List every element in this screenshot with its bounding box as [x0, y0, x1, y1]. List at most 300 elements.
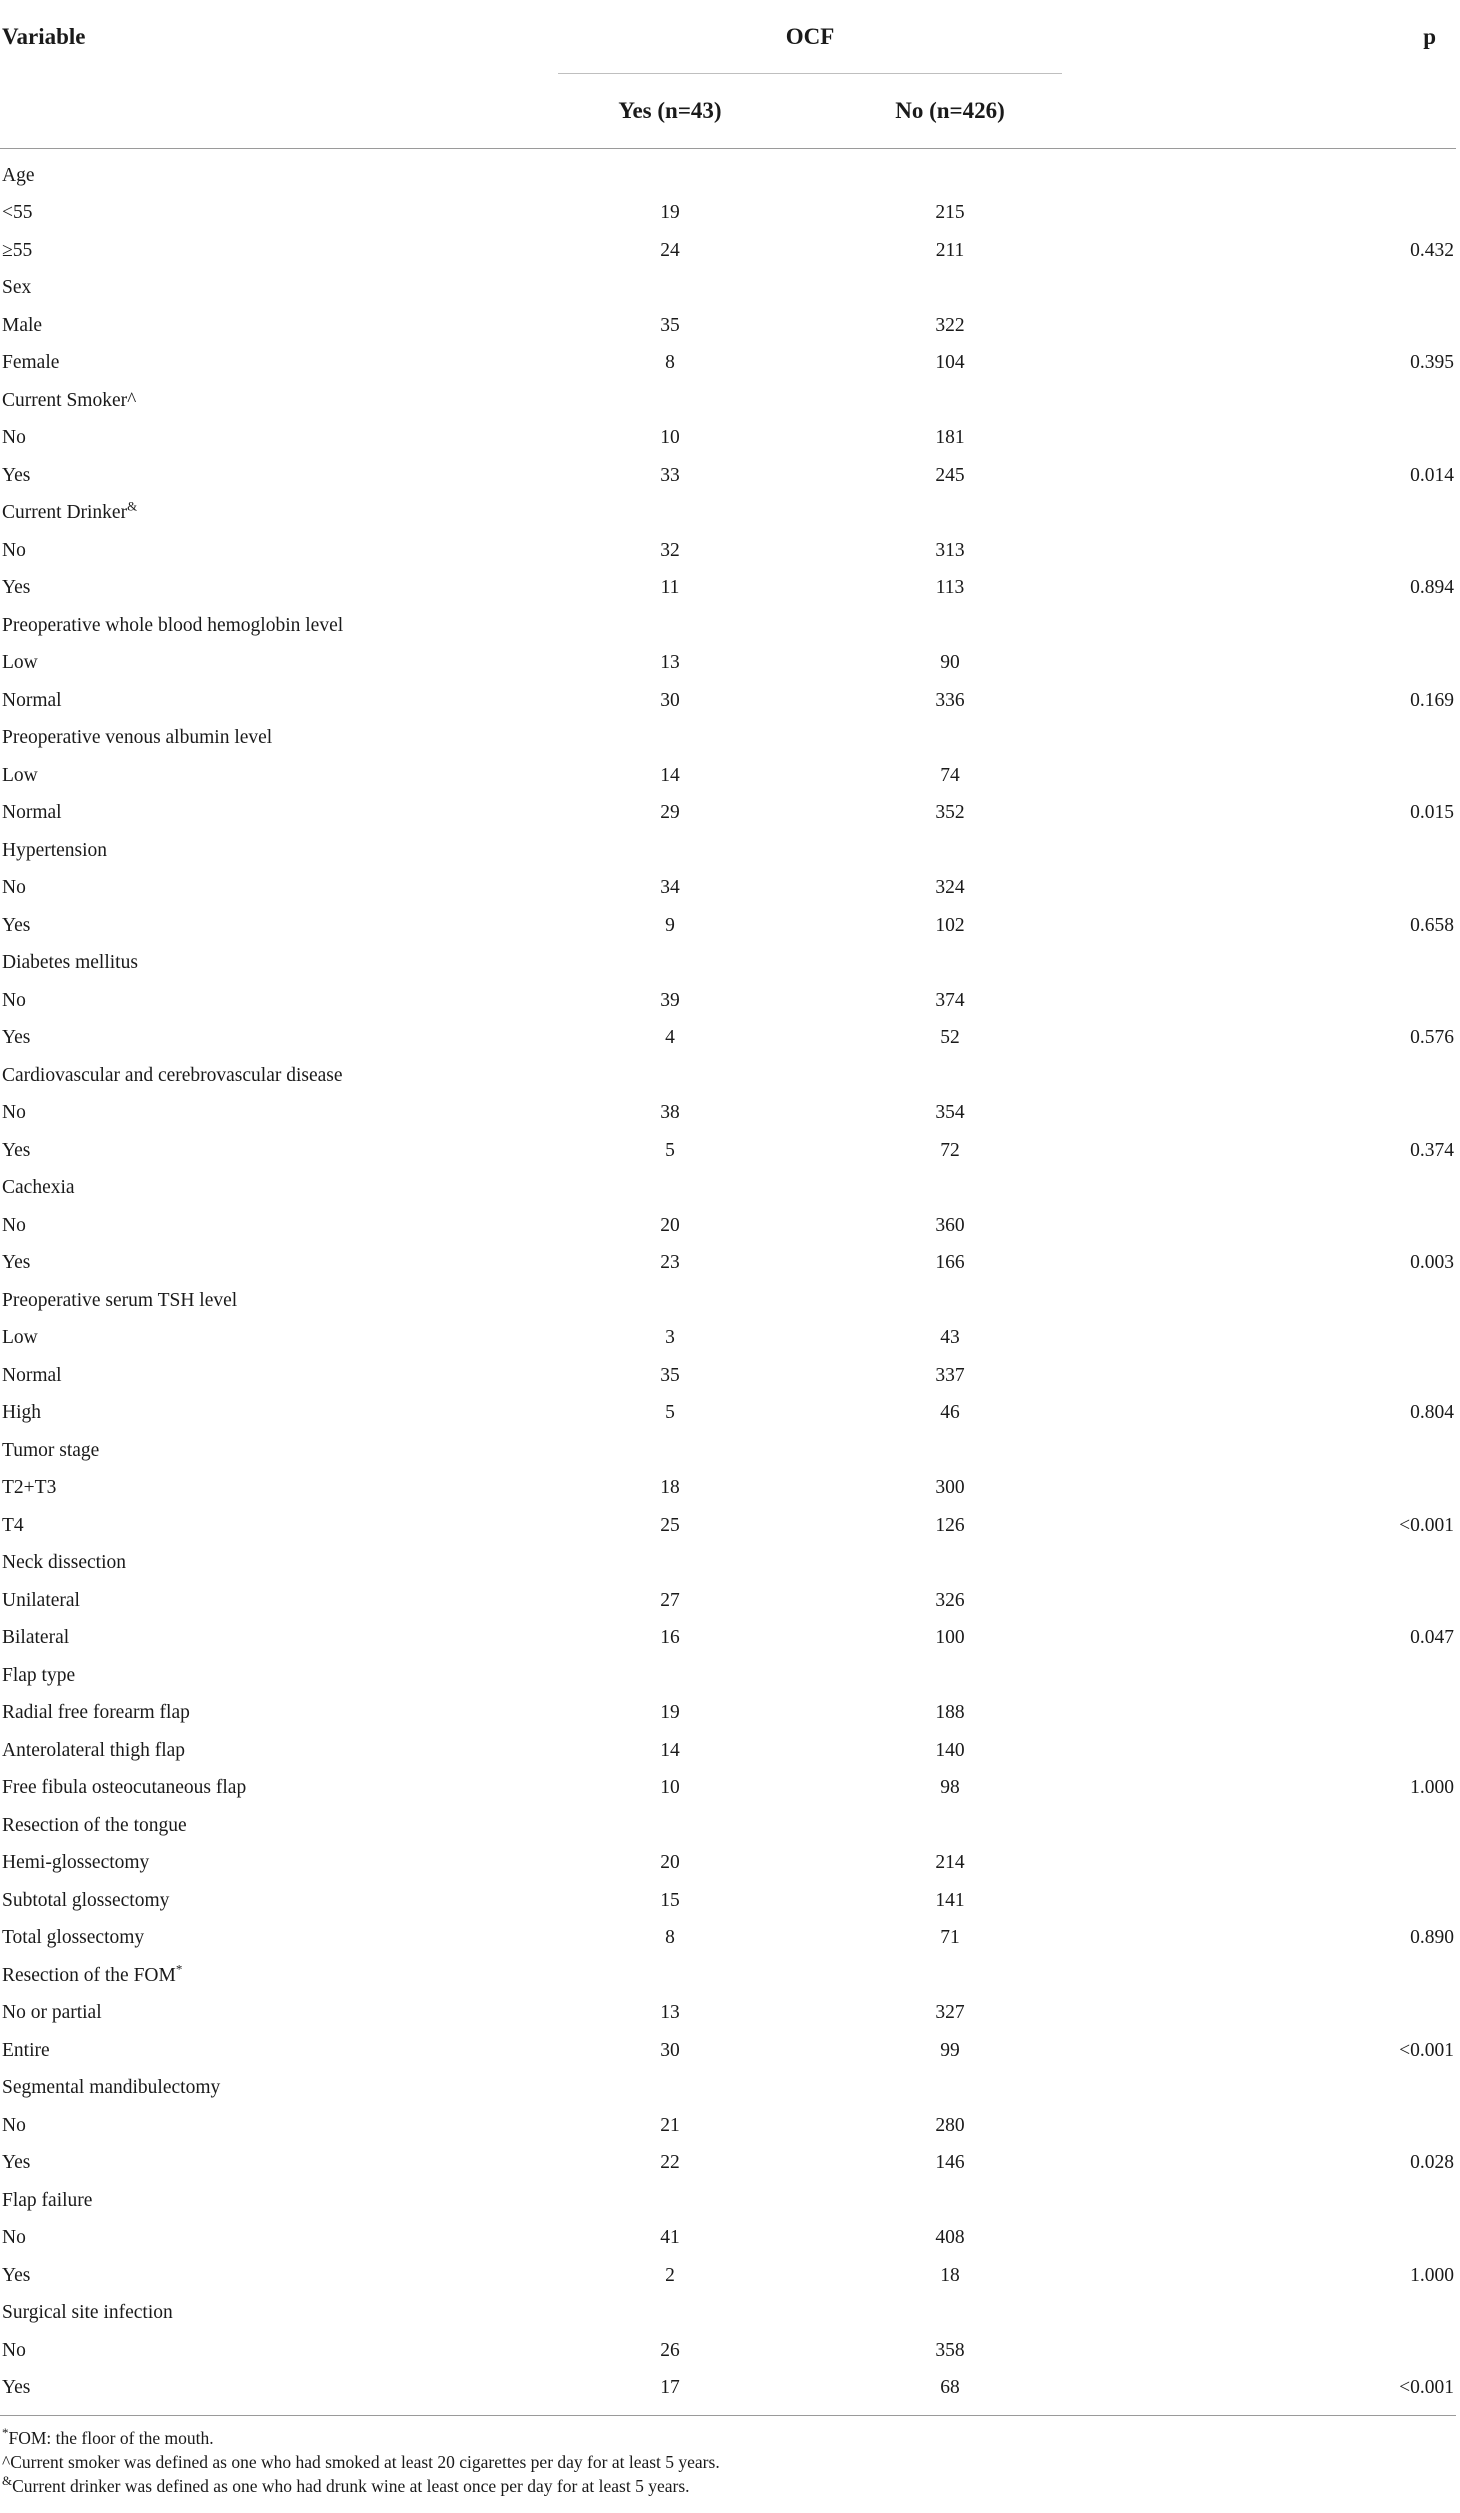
- no-count-cell: 214: [935, 1852, 965, 1874]
- row-label: Anterolateral thigh flap: [2, 1739, 186, 1761]
- no-count-cell: 322: [935, 314, 965, 336]
- footnote-text: ^Current smoker was defined as one who had smoked at least 20 cigarettes per day for at least 5 years.: [2, 2452, 720, 2472]
- p-value-cell: <0.001: [1399, 2377, 1454, 2399]
- row-label-cell: [0, 1695, 530, 1733]
- row-label: Segmental mandibulectomy: [2, 2077, 221, 2099]
- no-count-cell: 324: [935, 877, 965, 899]
- row-label-cell: [0, 532, 530, 570]
- no-count-cell: [810, 1282, 1090, 1320]
- row-label: Yes: [2, 2377, 31, 2399]
- row-label: Preoperative venous albumin level: [2, 727, 273, 749]
- no-count-cell: [810, 1657, 1090, 1695]
- p-value-cell: [1090, 1432, 1456, 1470]
- no-count-cell: 215: [935, 202, 965, 224]
- row-label-cell: [0, 945, 530, 983]
- p-value-cell: [1090, 149, 1456, 195]
- table-row: [0, 2295, 1456, 2333]
- table-row: [0, 1282, 1456, 1320]
- yes-count-cell: [530, 495, 810, 533]
- table-row: [0, 832, 1456, 870]
- table-row: [0, 232, 1456, 270]
- p-value-cell: [1090, 382, 1456, 420]
- table-row: [0, 1095, 1456, 1133]
- p-value-cell: [1090, 2107, 1456, 2145]
- table-row: [0, 2032, 1456, 2070]
- no-count-cell: 98: [940, 1777, 960, 1799]
- p-value-cell: [1090, 645, 1456, 683]
- p-value-cell: [1090, 1057, 1456, 1095]
- row-label: <55: [2, 202, 33, 224]
- yes-count-cell: 14: [660, 764, 680, 786]
- no-count-cell: [810, 607, 1090, 645]
- no-count-cell: [810, 1170, 1090, 1208]
- no-count-cell: 166: [935, 1252, 965, 1274]
- table-row: [0, 2070, 1456, 2108]
- p-subheader-blank: [1090, 74, 1456, 149]
- p-value-cell: [1090, 1582, 1456, 1620]
- table-row: [0, 1807, 1456, 1845]
- table-row: [0, 270, 1456, 308]
- table-row: [0, 1320, 1456, 1358]
- p-value-cell: 1.000: [1410, 2264, 1454, 2286]
- table-row: [0, 1657, 1456, 1695]
- no-count-cell: 140: [935, 1739, 965, 1761]
- table-row: [0, 720, 1456, 758]
- no-count-cell: 99: [940, 2039, 960, 2061]
- yes-count-cell: 19: [660, 202, 680, 224]
- no-count-cell: [810, 1432, 1090, 1470]
- row-label: Low: [2, 764, 38, 786]
- yes-count-cell: 39: [660, 989, 680, 1011]
- no-count-cell: 360: [935, 1214, 965, 1236]
- p-value-cell: 0.047: [1410, 1627, 1454, 1649]
- no-count-cell: 113: [935, 577, 965, 599]
- yes-count-cell: 2: [665, 2264, 675, 2286]
- yes-count-cell: 10: [660, 1777, 680, 1799]
- yes-count-cell: 30: [660, 2039, 680, 2061]
- yes-count-cell: 11: [660, 577, 680, 599]
- row-label-cell: [0, 1395, 530, 1433]
- p-value-cell: [1090, 1207, 1456, 1245]
- yes-count-cell: 13: [660, 652, 680, 674]
- no-count-cell: 46: [940, 1402, 960, 1424]
- row-label-cell: [0, 1582, 530, 1620]
- yes-count-cell: 27: [660, 1589, 680, 1611]
- p-value-cell: [1090, 1470, 1456, 1508]
- no-count-cell: 354: [935, 1102, 965, 1124]
- no-count-cell: 74: [940, 764, 960, 786]
- p-value-cell: [1090, 982, 1456, 1020]
- yes-count-cell: 35: [660, 1364, 680, 1386]
- row-label-cell: [0, 1432, 530, 1470]
- p-value-cell: [1090, 1845, 1456, 1883]
- no-count-cell: [810, 2070, 1090, 2108]
- yes-count-cell: 30: [660, 689, 680, 711]
- yes-count-cell: 5: [665, 1139, 675, 1161]
- row-label: Flap type: [2, 1664, 76, 1686]
- no-count-cell: 326: [935, 1589, 965, 1611]
- yes-column-header: Yes (n=43): [530, 74, 810, 149]
- p-value-cell: [1090, 1282, 1456, 1320]
- p-value-cell: [1090, 1357, 1456, 1395]
- row-label: Low: [2, 1327, 38, 1349]
- yes-count-cell: [530, 1807, 810, 1845]
- row-label-cell: [0, 870, 530, 908]
- p-value-cell: 0.003: [1410, 1252, 1454, 1274]
- row-label: Total glossectomy: [2, 1927, 145, 1949]
- ocf-header: [530, 0, 1090, 74]
- footnote-marker: &: [127, 498, 138, 514]
- p-value-cell: [1090, 720, 1456, 758]
- row-label: No: [2, 539, 26, 561]
- no-count-cell: 18: [940, 2264, 960, 2286]
- table-row: [0, 1207, 1456, 1245]
- yes-count-cell: [530, 832, 810, 870]
- no-count-cell: 90: [940, 652, 960, 674]
- table-body: [0, 149, 1456, 2416]
- no-count-cell: 100: [935, 1627, 965, 1649]
- row-label: Yes: [2, 1252, 31, 1274]
- row-label: Radial free forearm flap: [2, 1702, 190, 1724]
- row-label: Hemi-glossectomy: [2, 1852, 150, 1874]
- p-value-cell: 1.000: [1410, 1777, 1454, 1799]
- row-label: Yes: [2, 577, 31, 599]
- row-label: Tumor stage: [2, 1439, 100, 1461]
- no-count-cell: [810, 270, 1090, 308]
- yes-count-cell: 34: [660, 877, 680, 899]
- row-label-cell: [0, 2370, 530, 2416]
- table-row: [0, 345, 1456, 383]
- yes-count-cell: [530, 720, 810, 758]
- p-value-cell: [1090, 1657, 1456, 1695]
- p-value-cell: [1090, 420, 1456, 458]
- row-label-cell: [0, 2220, 530, 2258]
- yes-count-cell: [530, 149, 810, 195]
- table-row: [0, 1695, 1456, 1733]
- row-label: Yes: [2, 2152, 31, 2174]
- row-label-cell: [0, 982, 530, 1020]
- yes-count-cell: 20: [660, 1852, 680, 1874]
- row-label: Yes: [2, 2264, 31, 2286]
- row-label: No: [2, 427, 26, 449]
- no-count-cell: [810, 1957, 1090, 1995]
- footnote-symbol: &: [2, 2473, 13, 2489]
- yes-count-cell: 25: [660, 1514, 680, 1536]
- p-value-cell: [1090, 1095, 1456, 1133]
- row-label-cell: [0, 2070, 530, 2108]
- p-value-cell: [1090, 1995, 1456, 2033]
- p-value-cell: [1090, 270, 1456, 308]
- row-label-cell: [0, 832, 530, 870]
- table-row: [0, 795, 1456, 833]
- row-label-cell: [0, 1807, 530, 1845]
- row-label-cell: [0, 195, 530, 233]
- p-value-cell: [1090, 1732, 1456, 1770]
- no-count-cell: 358: [935, 2339, 965, 2361]
- no-count-cell: 72: [940, 1139, 960, 1161]
- no-count-cell: 408: [935, 2227, 965, 2249]
- variable-subheader-blank: [0, 74, 530, 149]
- row-label: Diabetes mellitus: [2, 952, 138, 974]
- footnote-marker: *: [175, 1961, 183, 1977]
- row-label-cell: [0, 1245, 530, 1283]
- row-label: No: [2, 2339, 26, 2361]
- p-value-cell: [1090, 495, 1456, 533]
- row-label-cell: [0, 1170, 530, 1208]
- footnote: [2, 2450, 1456, 2474]
- table-row: [0, 1582, 1456, 1620]
- p-value-cell: [1090, 1170, 1456, 1208]
- yes-count-cell: 32: [660, 539, 680, 561]
- no-count-cell: 336: [935, 689, 965, 711]
- yes-count-cell: 41: [660, 2227, 680, 2249]
- no-count-cell: 102: [935, 914, 965, 936]
- table-row: [0, 2145, 1456, 2183]
- footnote-symbol: *: [2, 2425, 9, 2441]
- yes-count-cell: [530, 1432, 810, 1470]
- p-value-cell: [1090, 1882, 1456, 1920]
- footnote-text: FOM: the floor of the mouth.: [8, 2428, 214, 2448]
- yes-count-cell: 23: [660, 1252, 680, 1274]
- row-label: Cachexia: [2, 1177, 75, 1199]
- footnote-text: Current drinker was defined as one who had drunk wine at least once per day for at least 5 years.: [12, 2476, 690, 2496]
- yes-count-cell: [530, 2182, 810, 2220]
- row-label: Hypertension: [2, 839, 108, 861]
- p-value-cell: <0.001: [1399, 2039, 1454, 2061]
- row-label: Surgical site infection: [2, 2302, 173, 2324]
- row-label-cell: [0, 607, 530, 645]
- table-row: [0, 1920, 1456, 1958]
- yes-count-cell: 21: [660, 2114, 680, 2136]
- p-value-cell: [1090, 532, 1456, 570]
- row-label-cell: [0, 570, 530, 608]
- no-count-cell: [810, 2182, 1090, 2220]
- p-value-cell: <0.001: [1399, 1514, 1454, 1536]
- row-label: ≥55: [2, 239, 33, 261]
- yes-count-cell: 8: [665, 1927, 675, 1949]
- table-row: [0, 2370, 1456, 2416]
- row-label: Resection of the tongue: [2, 1814, 187, 1836]
- row-label-cell: [0, 2332, 530, 2370]
- row-label: Bilateral: [2, 1627, 70, 1649]
- table-row: [0, 2332, 1456, 2370]
- table-row: [0, 495, 1456, 533]
- row-label-cell: [0, 2257, 530, 2295]
- table-row: [0, 1357, 1456, 1395]
- row-label-cell: [0, 2032, 530, 2070]
- no-count-cell: 245: [935, 464, 965, 486]
- yes-count-cell: 20: [660, 1214, 680, 1236]
- table-row: [0, 457, 1456, 495]
- row-label-cell: [0, 1882, 530, 1920]
- yes-count-cell: [530, 1282, 810, 1320]
- row-label: Preoperative whole blood hemoglobin level: [2, 614, 344, 636]
- table-row: [0, 757, 1456, 795]
- ocf-header-rule: [558, 73, 1062, 74]
- yes-count-cell: [530, 607, 810, 645]
- row-label-cell: [0, 1507, 530, 1545]
- row-label-cell: [0, 1920, 530, 1958]
- p-value-cell: 0.890: [1410, 1927, 1454, 1949]
- row-label-cell: [0, 270, 530, 308]
- row-label: Entire: [2, 2039, 50, 2061]
- table-row: [0, 607, 1456, 645]
- p-value-cell: [1090, 2182, 1456, 2220]
- row-label: No: [2, 1214, 26, 1236]
- yes-count-cell: [530, 2070, 810, 2108]
- p-value-cell: 0.658: [1410, 914, 1454, 936]
- row-label-cell: [0, 2182, 530, 2220]
- row-label: No: [2, 1102, 26, 1124]
- no-count-cell: [810, 832, 1090, 870]
- p-value-cell: [1090, 2070, 1456, 2108]
- row-label-cell: [0, 757, 530, 795]
- yes-count-cell: 26: [660, 2339, 680, 2361]
- yes-count-cell: [530, 945, 810, 983]
- table-row: [0, 532, 1456, 570]
- row-label-cell: [0, 2145, 530, 2183]
- no-count-cell: 43: [940, 1327, 960, 1349]
- no-count-cell: [810, 945, 1090, 983]
- no-count-cell: 327: [935, 2002, 965, 2024]
- yes-count-cell: [530, 1657, 810, 1695]
- row-label: T2+T3: [2, 1477, 57, 1499]
- table-row: [0, 149, 1456, 195]
- table-row: [0, 945, 1456, 983]
- no-count-cell: 211: [935, 239, 965, 261]
- p-value-cell: [1090, 1545, 1456, 1583]
- yes-count-cell: 33: [660, 464, 680, 486]
- row-label-cell: [0, 495, 530, 533]
- yes-count-cell: 19: [660, 1702, 680, 1724]
- footnote: [2, 2474, 1456, 2498]
- row-label-cell: [0, 1357, 530, 1395]
- row-label: Yes: [2, 464, 31, 486]
- table-row: [0, 2182, 1456, 2220]
- row-label-cell: [0, 457, 530, 495]
- yes-count-cell: 17: [660, 2377, 680, 2399]
- no-count-cell: [810, 2295, 1090, 2333]
- row-label-cell: [0, 232, 530, 270]
- table-row: [0, 1020, 1456, 1058]
- p-value-cell: 0.015: [1410, 802, 1454, 824]
- table-row: [0, 420, 1456, 458]
- p-value-cell: [1090, 870, 1456, 908]
- yes-count-cell: [530, 2295, 810, 2333]
- no-count-cell: 280: [935, 2114, 965, 2136]
- p-value-cell: [1090, 757, 1456, 795]
- no-count-cell: 313: [935, 539, 965, 561]
- p-value-cell: 0.028: [1410, 2152, 1454, 2174]
- row-label-cell: [0, 795, 530, 833]
- row-label-cell: [0, 420, 530, 458]
- table-row: [0, 1882, 1456, 1920]
- row-label-cell: [0, 1545, 530, 1583]
- row-label: Yes: [2, 914, 31, 936]
- no-count-cell: 188: [935, 1702, 965, 1724]
- table-row: [0, 382, 1456, 420]
- table-row: [0, 1507, 1456, 1545]
- row-label-cell: [0, 149, 530, 195]
- yes-count-cell: 8: [665, 352, 675, 374]
- table-row: [0, 1057, 1456, 1095]
- row-label: Neck dissection: [2, 1552, 127, 1574]
- p-value-cell: 0.374: [1410, 1139, 1454, 1161]
- p-value-cell: 0.395: [1410, 352, 1454, 374]
- row-label-cell: [0, 907, 530, 945]
- ocf-header-label: OCF: [785, 24, 835, 49]
- table-row: [0, 1770, 1456, 1808]
- row-label: Age: [2, 164, 35, 186]
- row-label-cell: [0, 2295, 530, 2333]
- p-value-cell: 0.432: [1410, 239, 1454, 261]
- p-value-cell: [1090, 2295, 1456, 2333]
- table-row: [0, 2257, 1456, 2295]
- table-row: [0, 1170, 1456, 1208]
- row-label-cell: [0, 645, 530, 683]
- row-label-cell: [0, 2107, 530, 2145]
- row-label: T4: [2, 1514, 24, 1536]
- variable-header: Variable: [2, 24, 86, 49]
- yes-count-cell: [530, 1057, 810, 1095]
- row-label-cell: [0, 307, 530, 345]
- yes-count-cell: 16: [660, 1627, 680, 1649]
- no-count-cell: 300: [935, 1477, 965, 1499]
- row-label-cell: [0, 1282, 530, 1320]
- table-row: [0, 1470, 1456, 1508]
- p-value-cell: 0.169: [1410, 689, 1454, 711]
- no-count-cell: 374: [935, 989, 965, 1011]
- row-label-cell: [0, 1845, 530, 1883]
- p-value-cell: [1090, 945, 1456, 983]
- table-row: [0, 1132, 1456, 1170]
- row-label: Low: [2, 652, 38, 674]
- row-label-cell: [0, 1020, 530, 1058]
- row-label: No: [2, 2114, 26, 2136]
- footnote: [2, 2426, 1456, 2450]
- yes-count-cell: [530, 270, 810, 308]
- row-label-cell: [0, 1995, 530, 2033]
- row-label-cell: [0, 382, 530, 420]
- yes-count-cell: [530, 1170, 810, 1208]
- p-value-cell: [1090, 195, 1456, 233]
- no-count-cell: 181: [935, 427, 965, 449]
- p-value-cell: [1090, 607, 1456, 645]
- row-label-cell: [0, 1770, 530, 1808]
- row-label: Normal: [2, 689, 62, 711]
- row-label-cell: [0, 1732, 530, 1770]
- yes-count-cell: 38: [660, 1102, 680, 1124]
- row-label: No: [2, 989, 26, 1011]
- row-label-cell: [0, 1132, 530, 1170]
- yes-count-cell: [530, 1545, 810, 1583]
- no-count-cell: 68: [940, 2377, 960, 2399]
- row-label: Unilateral: [2, 1589, 80, 1611]
- table-row: [0, 1732, 1456, 1770]
- row-label: Male: [2, 314, 43, 336]
- row-label: Free fibula osteocutaneous flap: [2, 1777, 247, 1799]
- row-label: Normal: [2, 1364, 62, 1386]
- row-label-cell: [0, 720, 530, 758]
- table-row: [0, 195, 1456, 233]
- row-label: Sex: [2, 277, 32, 299]
- no-count-cell: 52: [940, 1027, 960, 1049]
- p-value-cell: [1090, 307, 1456, 345]
- row-label: Current Smoker^: [2, 389, 137, 411]
- table-row: [0, 982, 1456, 1020]
- p-value-cell: [1090, 1957, 1456, 1995]
- p-value-cell: 0.804: [1410, 1402, 1454, 1424]
